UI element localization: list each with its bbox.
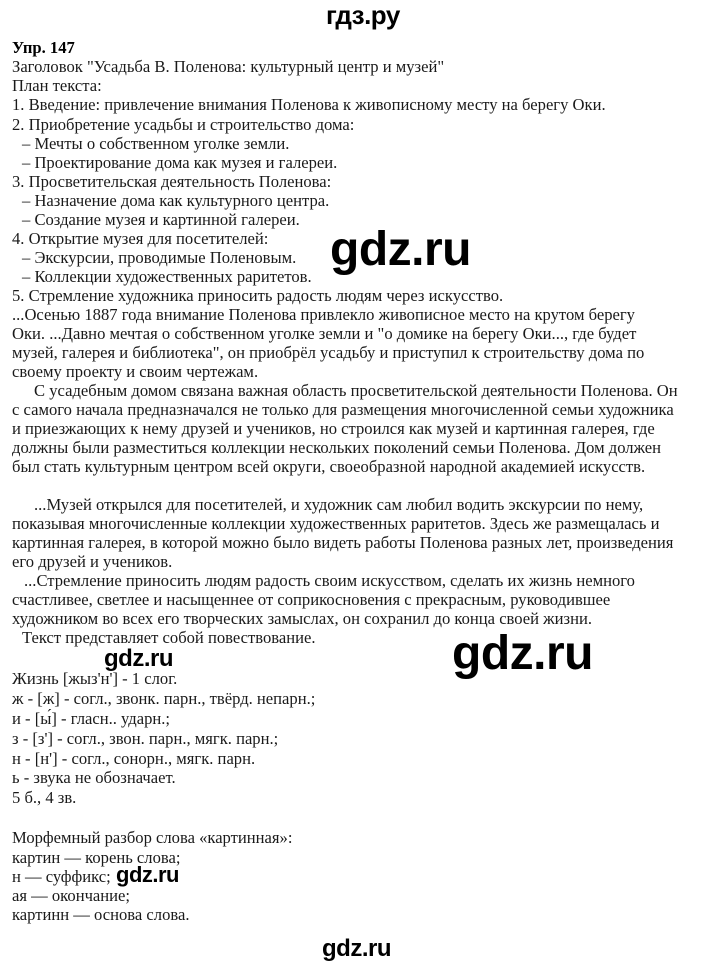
text-line: счастливее, светлее и насыщеннее от соприкосновения с прекрасным, руководившее xyxy=(12,590,611,609)
exercise-title: Упр. 147 xyxy=(12,38,75,57)
text-line: музей, галерея и библиотека", он приобрёл усадьбу и приступил к строительству дома по xyxy=(12,343,645,362)
text-line: показывая многочисленные коллекции художественных раритетов. Здесь же размещалась и xyxy=(12,514,660,533)
text-line: был стать культурным центром всей округи, своеобразной народной академией искусств. xyxy=(12,457,646,476)
morphemic-heading: Морфемный разбор слова «картинная»: xyxy=(12,828,293,847)
text-line: художником во всех его творческих замыслах, он сохранил до конца своей жизни. xyxy=(12,609,592,628)
plan-item: 4. Открытие музея для посетителей: xyxy=(12,229,269,248)
plan-subitem: – Коллекции художественных раритетов. xyxy=(22,267,312,286)
phonetic-line: ж - [ж] - согл., звонк. парн., твёрд. непарн.; xyxy=(12,689,316,708)
text-type-conclusion: Текст представляет собой повествование. xyxy=(22,628,316,647)
plan-subitem: – Назначение дома как культурного центра. xyxy=(22,191,330,210)
text-line: его друзей и учеников. xyxy=(12,552,173,571)
text-line: с самого начала предназначался не только для размещения многочисленной семьи художника xyxy=(12,400,674,419)
text-line: ...Стремление приносить людям радость своим искусством, сделать их жизнь немного xyxy=(24,571,635,590)
plan-subitem: – Проектирование дома как музея и галереи. xyxy=(22,153,338,172)
watermark-top: гдз.ру xyxy=(326,0,400,30)
text-line: ...Осенью 1887 года внимание Поленова привлекло живописное место на крутом берегу xyxy=(12,305,635,324)
text-line: ...Музей открылся для посетителей, и художник сам любил водить экскурсии по нему, xyxy=(34,495,644,514)
text-line: Оки. ...Давно мечтая о собственном уголке земли и "о домике на берегу Оки..., где будет xyxy=(12,324,637,343)
text-line: должны были разместиться коллекции нескольких поколений семьи Поленова. Дом должен xyxy=(12,438,662,457)
watermark-inline-small: gdz.ru xyxy=(116,862,179,887)
watermark-left-small: gdz.ru xyxy=(104,645,173,672)
phonetic-line: н - [н'] - согл., сонорн., мягк. парн. xyxy=(12,749,256,768)
morphemic-line: ая — окончание; xyxy=(12,886,131,905)
plan-subitem: – Создание музея и картинной галереи. xyxy=(22,210,300,229)
plan-item: 3. Просветительская деятельность Поленова: xyxy=(12,172,332,191)
watermark-mid-large: gdz.ru xyxy=(330,223,471,276)
morphemic-line: картинн — основа слова. xyxy=(12,905,190,924)
morphemic-line: н — суффикс; xyxy=(12,867,111,886)
plan-label: План текста: xyxy=(12,76,102,95)
plan-subitem: – Мечты о собственном уголке земли. xyxy=(22,134,290,153)
morphemic-line: картин — корень слова; xyxy=(12,848,181,867)
plan-subitem: – Экскурсии, проводимые Поленовым. xyxy=(22,248,297,267)
text-line: и приезжающих к нему друзей и учеников, но строился как музей и картинная галерея, где xyxy=(12,419,655,438)
watermark-bottom: gdz.ru xyxy=(322,935,391,962)
text-heading: Заголовок "Усадьба В. Поленова: культурный центр и музей" xyxy=(12,57,445,76)
phonetic-line: и - [ы́] - гласн.. ударн.; xyxy=(12,709,171,728)
phonetic-line: з - [з'] - согл., звон. парн., мягк. парн.; xyxy=(12,729,279,748)
plan-item: 5. Стремление художника приносить радость людям через искусство. xyxy=(12,286,504,305)
plan-item: 2. Приобретение усадьбы и строительство дома: xyxy=(12,115,355,134)
text-line: С усадебным домом связана важная область просветительской деятельности Поленова. Он xyxy=(34,381,678,400)
phonetic-line: ь - звука не обозначает. xyxy=(12,768,176,787)
phonetic-line: Жизнь [жыз'н'] - 1 слог. xyxy=(12,669,178,688)
text-line: своему проекту и своим чертежам. xyxy=(12,362,259,381)
watermark-right-large: gdz.ru xyxy=(452,627,593,680)
plan-item: 1. Введение: привлечение внимания Поленова к живописному месту на берегу Оки. xyxy=(12,95,606,114)
phonetic-summary: 5 б., 4 зв. xyxy=(12,788,77,807)
text-line: картинная галерея, в которой можно было видеть работы Поленова разных лет, произведения xyxy=(12,533,674,552)
